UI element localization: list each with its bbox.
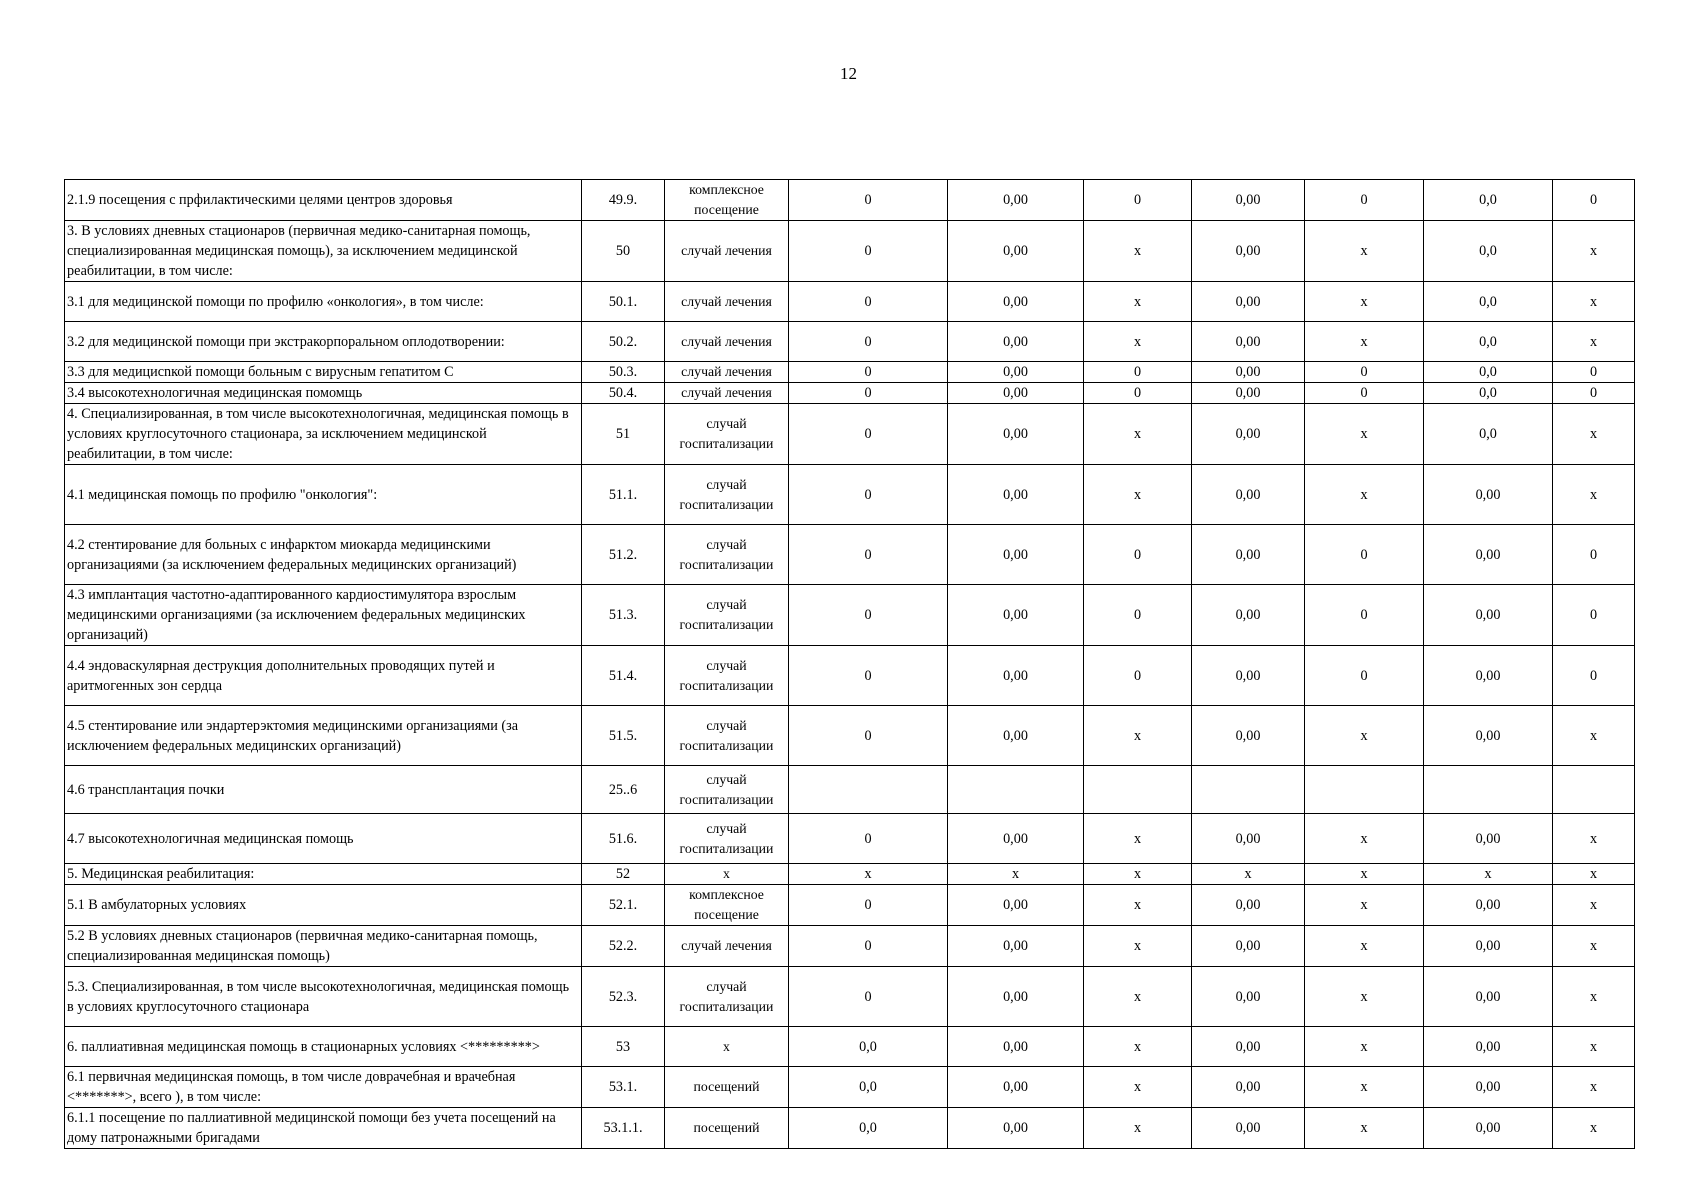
unit-cell: посещений	[665, 1108, 789, 1149]
value-cell-3: 0	[1084, 646, 1192, 706]
value-cell-7: х	[1553, 282, 1635, 322]
value-cell-5: х	[1305, 864, 1424, 885]
unit-cell: случай госпитализации	[665, 967, 789, 1027]
value-cell-6: 0,0	[1424, 322, 1553, 362]
unit-cell: случай госпитализации	[665, 404, 789, 465]
table-row	[65, 967, 1635, 1027]
value-cell-1: 0	[789, 282, 948, 322]
value-cell-6: 0,00	[1424, 967, 1553, 1027]
value-cell-5	[1305, 766, 1424, 814]
unit-cell: случай лечения	[665, 221, 789, 282]
unit-cell: х	[665, 864, 789, 885]
value-cell-3: х	[1084, 814, 1192, 864]
value-cell-5: х	[1305, 706, 1424, 766]
value-cell-3: х	[1084, 926, 1192, 967]
value-cell-6: 0,00	[1424, 465, 1553, 525]
value-cell-7: х	[1553, 814, 1635, 864]
unit-cell: посещений	[665, 1067, 789, 1108]
value-cell-4: 0,00	[1192, 1027, 1305, 1067]
unit-cell: случай госпитализации	[665, 766, 789, 814]
value-cell-2: 0,00	[948, 585, 1084, 646]
value-cell-4: 0,00	[1192, 525, 1305, 585]
value-cell-6: 0,00	[1424, 814, 1553, 864]
value-cell-3: х	[1084, 282, 1192, 322]
value-cell-3: х	[1084, 221, 1192, 282]
value-cell-6: 0,00	[1424, 1067, 1553, 1108]
value-cell-7: х	[1553, 322, 1635, 362]
row-name-cell: 4. Специализированная, в том числе высокотехнологичная, медицинская помощь в условиях круглосуточного стационара, за исключением медицинской реабилитации, в том числе:	[65, 404, 582, 465]
value-cell-3: х	[1084, 864, 1192, 885]
value-cell-3	[1084, 766, 1192, 814]
value-cell-2: х	[948, 864, 1084, 885]
row-name-cell: 4.7 высокотехнологичная медицинская помощь	[65, 814, 582, 864]
row-code-cell: 51.3.	[582, 585, 665, 646]
row-name-cell: 5.3. Специализированная, в том числе высокотехнологичная, медицинская помощь в условиях круглосуточного стационара	[65, 967, 582, 1027]
row-name-cell: 3.3 для медицисnкой помощи больным с вирусным гепатитом С	[65, 362, 582, 383]
value-cell-2: 0,00	[948, 885, 1084, 926]
value-cell-2: 0,00	[948, 322, 1084, 362]
row-name-cell: 6.1.1 посещение по паллиативной медицинской помощи без учета посещений на дому патронажными бригадами	[65, 1108, 582, 1149]
value-cell-7: х	[1553, 864, 1635, 885]
value-cell-5: 0	[1305, 180, 1424, 221]
value-cell-2: 0,00	[948, 967, 1084, 1027]
value-cell-1: 0	[789, 646, 948, 706]
value-cell-2: 0,00	[948, 706, 1084, 766]
value-cell-2: 0,00	[948, 525, 1084, 585]
value-cell-7: х	[1553, 1027, 1635, 1067]
row-name-cell: 4.5 стентирование или эндартерэктомия медицинскими организациями (за исключением федеральных медицинских организаций)	[65, 706, 582, 766]
row-name-cell: 4.6 трансплантация почки	[65, 766, 582, 814]
value-cell-3: 0	[1084, 362, 1192, 383]
value-cell-5: х	[1305, 322, 1424, 362]
unit-cell: случай госпитализации	[665, 706, 789, 766]
value-cell-4: 0,00	[1192, 967, 1305, 1027]
table-row	[65, 465, 1635, 525]
unit-cell: случай госпитализации	[665, 646, 789, 706]
value-cell-2: 0,00	[948, 362, 1084, 383]
value-cell-7: 0	[1553, 383, 1635, 404]
unit-cell: случай лечения	[665, 362, 789, 383]
value-cell-2: 0,00	[948, 926, 1084, 967]
value-cell-4: 0,00	[1192, 404, 1305, 465]
value-cell-4: 0,00	[1192, 362, 1305, 383]
value-cell-1: х	[789, 864, 948, 885]
value-cell-3: х	[1084, 322, 1192, 362]
value-cell-4: 0,00	[1192, 926, 1305, 967]
unit-cell: комплексное посещение	[665, 885, 789, 926]
value-cell-1: 0	[789, 967, 948, 1027]
value-cell-3: х	[1084, 1067, 1192, 1108]
table-body	[65, 180, 1635, 1149]
value-cell-6: 0,00	[1424, 525, 1553, 585]
value-cell-5: х	[1305, 814, 1424, 864]
value-cell-6: 0,00	[1424, 926, 1553, 967]
value-cell-4: 0,00	[1192, 282, 1305, 322]
value-cell-5: х	[1305, 926, 1424, 967]
value-cell-7: 0	[1553, 525, 1635, 585]
value-cell-7: х	[1553, 967, 1635, 1027]
value-cell-3: 0	[1084, 180, 1192, 221]
value-cell-5: х	[1305, 221, 1424, 282]
value-cell-3: х	[1084, 1027, 1192, 1067]
row-name-cell: 4.1 медицинская помощь по профилю "онкология":	[65, 465, 582, 525]
value-cell-2: 0,00	[948, 646, 1084, 706]
value-cell-6: 0,00	[1424, 1108, 1553, 1149]
table-row	[65, 322, 1635, 362]
value-cell-6: 0,0	[1424, 383, 1553, 404]
value-cell-7: 0	[1553, 362, 1635, 383]
value-cell-4	[1192, 766, 1305, 814]
value-cell-3: х	[1084, 1108, 1192, 1149]
value-cell-5: 0	[1305, 525, 1424, 585]
value-cell-5: х	[1305, 885, 1424, 926]
value-cell-2: 0,00	[948, 1108, 1084, 1149]
row-code-cell: 53	[582, 1027, 665, 1067]
value-cell-3: 0	[1084, 383, 1192, 404]
value-cell-2: 0,00	[948, 404, 1084, 465]
value-cell-2: 0,00	[948, 465, 1084, 525]
value-cell-1: 0	[789, 383, 948, 404]
page-number: 12	[840, 64, 857, 83]
value-cell-7: х	[1553, 1067, 1635, 1108]
row-code-cell: 51.4.	[582, 646, 665, 706]
table-row	[65, 362, 1635, 383]
value-cell-4: 0,00	[1192, 322, 1305, 362]
row-code-cell: 51	[582, 404, 665, 465]
value-cell-5: х	[1305, 465, 1424, 525]
unit-cell: случай лечения	[665, 926, 789, 967]
table-row	[65, 1027, 1635, 1067]
value-cell-4: х	[1192, 864, 1305, 885]
value-cell-1: 0,0	[789, 1067, 948, 1108]
row-code-cell: 50.3.	[582, 362, 665, 383]
value-cell-6: 0,00	[1424, 885, 1553, 926]
row-name-cell: 2.1.9 посещения с прфилактическими целями центров здоровья	[65, 180, 582, 221]
row-name-cell: 4.2 стентирование для больных с инфарктом миокарда медицинскими организациями (за исключением федеральных медицинских организаций)	[65, 525, 582, 585]
row-code-cell: 51.1.	[582, 465, 665, 525]
row-code-cell: 50	[582, 221, 665, 282]
data-table	[64, 179, 1635, 1149]
value-cell-4: 0,00	[1192, 1067, 1305, 1108]
value-cell-6: 0,0	[1424, 362, 1553, 383]
value-cell-7: х	[1553, 885, 1635, 926]
value-cell-5: х	[1305, 967, 1424, 1027]
unit-cell: случай лечения	[665, 322, 789, 362]
value-cell-6	[1424, 766, 1553, 814]
value-cell-7: х	[1553, 926, 1635, 967]
value-cell-6: 0,00	[1424, 706, 1553, 766]
value-cell-7	[1553, 766, 1635, 814]
value-cell-1: 0	[789, 221, 948, 282]
value-cell-5: х	[1305, 282, 1424, 322]
table-row	[65, 1108, 1635, 1149]
value-cell-3: 0	[1084, 585, 1192, 646]
value-cell-1: 0	[789, 926, 948, 967]
value-cell-2: 0,00	[948, 383, 1084, 404]
unit-cell: случай госпитализации	[665, 525, 789, 585]
value-cell-7: 0	[1553, 180, 1635, 221]
value-cell-4: 0,00	[1192, 221, 1305, 282]
value-cell-2: 0,00	[948, 180, 1084, 221]
row-code-cell: 50.4.	[582, 383, 665, 404]
table-row	[65, 525, 1635, 585]
value-cell-6: 0,0	[1424, 282, 1553, 322]
value-cell-1: 0	[789, 525, 948, 585]
value-cell-1: 0	[789, 885, 948, 926]
row-code-cell: 53.1.	[582, 1067, 665, 1108]
unit-cell: комплексное посещение	[665, 180, 789, 221]
value-cell-2: 0,00	[948, 814, 1084, 864]
value-cell-4: 0,00	[1192, 814, 1305, 864]
row-name-cell: 6. паллиативная медицинская помощь в стационарных условиях <*********>	[65, 1027, 582, 1067]
value-cell-5: 0	[1305, 362, 1424, 383]
table-row	[65, 646, 1635, 706]
value-cell-6: 0,00	[1424, 646, 1553, 706]
value-cell-4: 0,00	[1192, 706, 1305, 766]
value-cell-1: 0	[789, 322, 948, 362]
value-cell-2: 0,00	[948, 221, 1084, 282]
row-name-cell: 4.3 имплантация частотно-адаптированного кардиостимулятора взрослым медицинскими организациями (за исключением федеральных медицинских организаций)	[65, 585, 582, 646]
value-cell-7: х	[1553, 221, 1635, 282]
value-cell-7: х	[1553, 706, 1635, 766]
row-code-cell: 52.1.	[582, 885, 665, 926]
table-row	[65, 926, 1635, 967]
value-cell-5: х	[1305, 1027, 1424, 1067]
table-row	[65, 706, 1635, 766]
value-cell-1: 0	[789, 585, 948, 646]
value-cell-1: 0,0	[789, 1108, 948, 1149]
table-row	[65, 180, 1635, 221]
value-cell-4: 0,00	[1192, 585, 1305, 646]
unit-cell: х	[665, 1027, 789, 1067]
table-row	[65, 814, 1635, 864]
value-cell-1: 0	[789, 465, 948, 525]
row-name-cell: 6.1 первичная медицинская помощь, в том числе доврачебная и врачебная <*******>, всего ), в том числе:	[65, 1067, 582, 1108]
value-cell-1: 0,0	[789, 1027, 948, 1067]
value-cell-5: 0	[1305, 646, 1424, 706]
value-cell-1: 0	[789, 180, 948, 221]
value-cell-3: х	[1084, 706, 1192, 766]
value-cell-5: х	[1305, 1108, 1424, 1149]
row-code-cell: 52	[582, 864, 665, 885]
value-cell-7: х	[1553, 465, 1635, 525]
value-cell-3: х	[1084, 465, 1192, 525]
value-cell-4: 0,00	[1192, 1108, 1305, 1149]
row-code-cell: 52.3.	[582, 967, 665, 1027]
row-name-cell: 4.4 эндоваскулярная деструкция дополнительных проводящих путей и аритмогенных зон сердца	[65, 646, 582, 706]
unit-cell: случай госпитализации	[665, 814, 789, 864]
row-name-cell: 5. Медицинская реабилитация:	[65, 864, 582, 885]
row-code-cell: 51.6.	[582, 814, 665, 864]
value-cell-2	[948, 766, 1084, 814]
unit-cell: случай госпитализации	[665, 585, 789, 646]
value-cell-1: 0	[789, 404, 948, 465]
value-cell-2: 0,00	[948, 282, 1084, 322]
value-cell-7: х	[1553, 404, 1635, 465]
row-code-cell: 49.9.	[582, 180, 665, 221]
table-row	[65, 404, 1635, 465]
value-cell-1: 0	[789, 814, 948, 864]
value-cell-7: 0	[1553, 646, 1635, 706]
value-cell-4: 0,00	[1192, 383, 1305, 404]
row-name-cell: 3.4 высокотехнологичная медицинская помомщь	[65, 383, 582, 404]
value-cell-1: 0	[789, 706, 948, 766]
value-cell-5: х	[1305, 1067, 1424, 1108]
unit-cell: случай госпитализации	[665, 465, 789, 525]
value-cell-3: х	[1084, 885, 1192, 926]
table-row	[65, 383, 1635, 404]
table-row	[65, 585, 1635, 646]
table-row	[65, 282, 1635, 322]
row-name-cell: 3.1 для медицинской помощи по профилю «онкология», в том числе:	[65, 282, 582, 322]
table-row	[65, 221, 1635, 282]
unit-cell: случай лечения	[665, 282, 789, 322]
value-cell-3: х	[1084, 967, 1192, 1027]
row-code-cell: 50.2.	[582, 322, 665, 362]
value-cell-3: 0	[1084, 525, 1192, 585]
value-cell-6: 0,00	[1424, 585, 1553, 646]
row-code-cell: 52.2.	[582, 926, 665, 967]
value-cell-7: х	[1553, 1108, 1635, 1149]
row-code-cell: 51.5.	[582, 706, 665, 766]
value-cell-2: 0,00	[948, 1027, 1084, 1067]
value-cell-6: 0,0	[1424, 180, 1553, 221]
value-cell-3: х	[1084, 404, 1192, 465]
unit-cell: случай лечения	[665, 383, 789, 404]
value-cell-4: 0,00	[1192, 180, 1305, 221]
value-cell-5: х	[1305, 404, 1424, 465]
table-row	[65, 885, 1635, 926]
value-cell-5: 0	[1305, 585, 1424, 646]
value-cell-1: 0	[789, 362, 948, 383]
value-cell-4: 0,00	[1192, 465, 1305, 525]
value-cell-5: 0	[1305, 383, 1424, 404]
value-cell-6: х	[1424, 864, 1553, 885]
table-row	[65, 864, 1635, 885]
table-row	[65, 1067, 1635, 1108]
value-cell-6: 0,0	[1424, 404, 1553, 465]
row-name-cell: 3. В условиях дневных стационаров (первичная медико-санитарная помощь, специализированная медицинская помощь), за исключением медицинской реабилитации, в том числе:	[65, 221, 582, 282]
value-cell-6: 0,0	[1424, 221, 1553, 282]
value-cell-4: 0,00	[1192, 646, 1305, 706]
value-cell-7: 0	[1553, 585, 1635, 646]
row-name-cell: 5.2 В условиях дневных стационаров (первичная медико-санитарная помощь, специализированная медицинская помощь)	[65, 926, 582, 967]
row-name-cell: 5.1 В амбулаторных условиях	[65, 885, 582, 926]
table-row	[65, 766, 1635, 814]
row-code-cell: 50.1.	[582, 282, 665, 322]
row-code-cell: 53.1.1.	[582, 1108, 665, 1149]
value-cell-2: 0,00	[948, 1067, 1084, 1108]
value-cell-6: 0,00	[1424, 1027, 1553, 1067]
value-cell-4: 0,00	[1192, 885, 1305, 926]
value-cell-1	[789, 766, 948, 814]
row-code-cell: 51.2.	[582, 525, 665, 585]
row-code-cell: 25..6	[582, 766, 665, 814]
row-name-cell: 3.2 для медицинской помощи при экстракорпоральном оплодотворении:	[65, 322, 582, 362]
